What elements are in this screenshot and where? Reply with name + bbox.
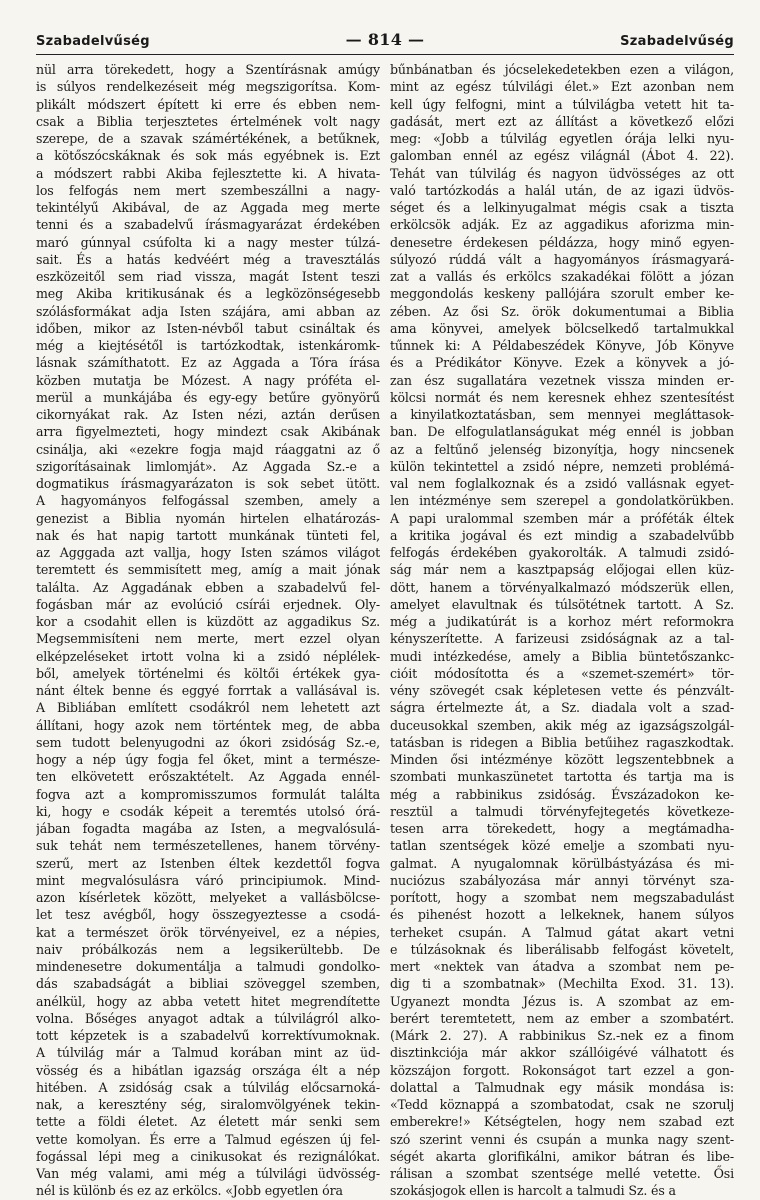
text-line: ságra értelmezte át, a Sz. diadala volt a szad- [390,700,734,716]
left-column [36,61,380,1200]
text-line: mint az egész túlvilági élet.» Ezt azonban nem [390,79,734,95]
text-line: galomban ennél az egész világnál (Ábot 4. 22). [390,148,734,164]
text-line: dig ti a szombatnak» (Mechilta Exod. 31. 13). [390,976,734,992]
text-line: szerepe, de a szavak számértékének, a betűknek, [36,131,380,146]
text-line: nak és hat napig tartott munkának tünteti fel, [36,527,380,543]
right-column [390,61,734,1200]
text-line: súlyozó rúddá vált a hagyományos írásmagyará- [390,251,734,267]
text-line: mindenesetre dokumentálja a talmudi gondolko- [36,959,380,974]
text-line: ségét akarta glorifikálni, amikor bátran és libe- [390,1148,734,1164]
text-line: kell úgy felfogni, mint a túlvilágba vetett hit ta- [390,96,734,112]
text-line: gadását, mert ezt az állítást a következő előzi [390,113,734,129]
text-line: denesetre érdekesen példázza, hogy minő egyen- [390,234,734,250]
text-line: kat a természet örök törvényeivel, ez a népies, [36,924,380,940]
text-line: dolattal a Talmudnak egy másik mondása is: [390,1079,734,1095]
text-line: volna. Bőséges anyagot adtak a túlvilágról alko- [36,1010,380,1026]
text-line: len intézménye sem szerepel a gondolatkörükben. [390,493,734,509]
text-line: kor a csodahit ellen is küzdött az aggadikus Sz. [36,614,380,629]
text-line: dött, hanem a törvényalkalmazó módszerük ellen, [390,579,734,595]
running-header [36,28,734,55]
text-line: porított, hogy a szombat nem megszabadulást [390,890,734,905]
text-line: (Márk 2. 27). A rabbinikus Sz.-nek ez a finom [390,1028,734,1043]
text-line: nül arra törekedett, hogy a Szentírásnak amúgy [36,62,380,77]
text-line: tette a földi életet. Az életett már senki sem [36,1114,380,1130]
text-line: A papi uralommal szemben már a próféták éltek [390,510,734,526]
text-line: a kötőszócskáknak és sok más egyébnek is. Ezt [36,148,380,164]
text-line: ság már nem a kasztpapság előjogai ellen küz- [390,562,734,578]
text-line: erkölcsök adják. Ez az aggadikus aforizma min- [390,217,734,233]
text-line: és pihenést hozott a lelkeknek, hanem súlyos [390,907,734,923]
text-line: azon kísérletek között, melyeket a vallásbölcse- [36,890,380,905]
text-line: és a Prédikátor Könyve. Ezek a könyvek a jó- [390,355,734,371]
text-line: fogással lépi meg a cinikusokat és rezignálókat. [36,1148,380,1164]
text-line: anélkül, hogy az abba vetett hitet megrendítette [36,993,380,1009]
text-line: közszájon forgott. Rokonságot tart ezzel a gon- [390,1062,734,1078]
text-line: «Tedd köznappá a szombatodat, csak ne szorulj [390,1097,734,1112]
text-line: kölcsi normát és nem keresnek ehhez szentesítést [390,389,734,405]
text-line: szokásjogok ellen is harcolt a talmudi Sz. és a [390,1183,676,1199]
text-line: séget és a lelkinyugalmat mégis csak a tiszta [390,200,734,215]
text-line: let tesz avégből, hogy összegyeztesse a csodá- [36,907,380,923]
text-line: szó szerint venni és csupán a munka nagy szent- [390,1131,734,1147]
text-line: vény szövegét csak képletesen vette és pénzvált- [390,683,734,698]
text-line: kényszerítette. A farizeusi zsidóságnak az a tal- [390,631,734,647]
text-line: hogy a nép úgy fogja fel őket, mint a természe- [36,752,380,767]
text-line: nánt éltek benne és eggyé forrtak a vallásával is. [36,683,380,698]
text-line: bűnbánatban és jócselekedetekben ezen a világon, [390,62,734,77]
text-line: a módszert rabbi Akiba fejlesztette ki. A hivata- [36,165,380,181]
text-line: csak a Biblia terjesztetes értelmének volt nagy [36,113,380,129]
text-line: jában fogadta magába az Isten, a megvalósulá- [36,821,380,836]
text-line: A hagyományos felfogással szemben, amely a [36,493,380,509]
header-title-left: Szabadelvűség [36,34,150,49]
text-line: genezist a Biblia nyomán hirtelen elhatározás- [36,510,380,526]
text-line: Minden ősi intézménye között legszentebbnek a [390,752,734,767]
text-line: ban. De elfogulatlanságukat még ennél is jobban [390,424,734,440]
text-line: még a rabbinikus zsidóság. Évszázadokon ke- [390,786,734,802]
text-line: sem tudott belenyugodni az ókori zsidóság Sz.-e, [36,734,380,750]
text-line: is súlyos rendelkezéseit még megszigorítsa. Kom- [36,79,380,95]
text-line: tekintélyű Akibával, de az Aggada meg merte [36,200,380,215]
header-title-right: Szabadelvűség [620,34,734,49]
text-line: még a judikatúrát is a korhoz mért reformokra [390,614,734,629]
text-line: tenni és a szabadelvű írásmagyarázat érdekében [36,217,380,233]
text-line: meggondolás keskeny pallójára szorult ember ke- [390,286,734,302]
text-line: szerű, mert az Istenben éltek kezdettől fogva [36,855,380,871]
text-line: mudi intézkedése, amely a Biblia büntetőszankc- [390,648,734,664]
text-line: elképzeléseket irtott volna ki a zsidó néplélek- [36,648,380,664]
text-line: rálisan a szombat szentsége mellé vetette. Ősi [390,1166,734,1181]
text-line: meg Akiba kritikusának és a legközönségesebb [36,286,380,302]
text-line: ama könyvei, amelyek bölcselkedő tartalmukkal [390,320,734,336]
text-line: e túlzásoknak és liberálisabb felfogást követelt, [390,941,734,957]
text-line: disztinkciója már akkor szállóigévé válhatott és [390,1045,734,1061]
text-line: vösség és a hibátlan igazság országa élt a nép [36,1062,380,1078]
text-line: a kritika jogával és ezt mindig a szabadelvűbb [390,527,734,543]
text-line: Megsemmisíteni nem merte, mert ezzel olyan [36,631,380,647]
text-line: merül a munkájába és egy-egy betűre gyönyörű [36,389,380,405]
text-line: terheket csupán. A Talmud gátat akart vetni [390,924,734,940]
text-line: maró gúnnyal csúfolta ki a nagy mester túlzá- [36,234,380,250]
text-line: meg: «Jobb a túlvilág egyetlen órája lelki nyu- [390,131,734,146]
text-line: resztül a talmudi törvényfejtegetés következe- [390,803,734,819]
text-line: az Agggada azt vallja, hogy Isten számos világot [36,545,380,560]
text-line: teremtett és semmisített meg, amíg a mait jónak [36,562,380,578]
text-line: Van még valami, ami még a túlvilági üdvösség- [36,1166,380,1181]
text-line: dogmatikus írásmagyarázaton is sok sebet ütött. [36,476,380,491]
text-line: fogva azt a kompromisszumos formulát találta [36,786,380,802]
text-line: sait. És a hatás kedvéért még a travesztálás [36,251,380,267]
text-line: a kinyilatkoztatásban, sem mennyei megláttasok- [390,407,734,422]
text-line: nuciózus szabályozása már annyi törvényt sza- [390,872,734,888]
text-columns [36,61,734,1200]
text-line: cióit módosította és a «szemet-szemért» tör- [390,665,734,681]
text-line: szombati munkaszünetet tartotta és tartja ma is [390,769,734,785]
text-line: még a kiejtésétől is tartózkodtak, istenkáromk- [36,338,380,353]
text-line: eszközeitől sem riad vissza, magát Istent teszi [36,269,380,284]
text-line: plikált módszert épített ki erre és ebben nem- [36,96,380,112]
text-line: találta. Az Aggadának ebben a szabadelvű fel- [36,579,380,595]
text-line: cikornyákat rak. Az Isten nézi, aztán derűsen [36,407,380,422]
text-line: A Bibliában említett csodákról nem lehetett azt [36,700,380,716]
text-line: zében. Az ősi Sz. örök dokumentumai a Biblia [390,303,734,319]
text-line: nak, a keresztény ség, siralomvölgyének tekin- [36,1097,380,1112]
text-line: A túlvilág már a Talmud korában mint az üd- [36,1045,380,1061]
text-line: emberekre!» Kétségtelen, hogy nem szabad ezt [390,1114,734,1130]
text-line: fogásban már az evolúció csírái erjednek. Oly- [36,596,380,612]
text-line: külön tekintettel a zsidó népre, nemzeti problémá- [390,458,734,474]
text-line: berért teremtetett, nem az ember a szombatért. [390,1010,734,1026]
text-line: suk tehát nem természetellenes, hanem törvény- [36,838,380,854]
text-line: való tartózkodás a halál után, de az igazi üdvös- [390,182,734,198]
text-line: tatásban is ridegen a Biblia betűihez ragaszkodtak. [390,734,734,750]
text-line: csinálja, aki «ezekre fogja majd ráaggatni az ő [36,441,380,457]
text-line: arra figyelmezteti, hogy mindezt csak Akibának [36,424,380,440]
text-line: közben mutatja be Mózest. A nagy próféta el- [36,372,380,388]
text-line: tatlan szentségek közé emelje a szombati nyu- [390,838,734,854]
text-line: zan ész sugallatára vezetnek vissza minden er- [390,372,734,388]
text-line: hitében. A zsidóság csak a túlvilág előcsarnoká- [36,1079,380,1095]
text-line: val nem foglalkoznak és a zsidó vallásnak egyet- [390,476,734,491]
text-line: időben, mikor az Isten-névből tabut csináltak és [36,320,380,336]
text-line: tűnnek ki: A Példabeszédek Könyve, Jób Könyve [390,338,734,353]
text-line: dás szabadságát a bibliai szöveggel szemben, [36,976,380,992]
text-line: galmat. A nyugalomnak körülbástyázása és mi- [390,855,734,871]
text-line: amelyet elavultnak és túlsötétnek tartott. A Sz. [390,596,734,612]
text-line: lásnak számíthatott. Ez az Aggada a Tóra írása [36,355,380,371]
text-line: ből, amelyek történelmi és költői értékek gya- [36,665,380,681]
text-line: ten elkövetett erőszaktételt. Az Aggada ennél- [36,769,380,785]
text-line: felfogás érdekében gyakorolták. A talmudi zsidó- [390,545,734,560]
text-line: Tehát van túlvilág és nagyon üdvösséges az ott [390,165,734,181]
text-line: ki, hogy e csodák képeit a teremtés utolsó órá- [36,803,380,819]
text-line: duceusokkal szemben, akik még az igazságszolgál- [390,717,734,733]
text-line: naiv próbálkozás nem a legsikerültebb. De [36,941,380,957]
text-line: az a feltűnő jelenség bizonyítja, hogy nincsenek [390,441,734,457]
text-line: szólásformákat adja Isten szájára, ami abban az [36,303,380,319]
text-line: nél is különb és ez az erkölcs. «Jobb egyetlen óra [36,1183,343,1199]
text-line: vette komolyan. És erre a Talmud egészen új fel- [36,1131,380,1147]
text-line: los felfogás nem mert szembeszállni a nagy- [36,182,380,198]
text-line: Ugyanezt mondta Jézus is. A szombat az em- [390,993,734,1009]
text-line: zat a vallás és erkölcs szakadékai fölött a józan [390,269,734,284]
text-line: tott képzetek is a szabadelvű korrektívumoknak. [36,1028,380,1043]
page-number: — 814 — [345,30,425,49]
text-line: mert «nektek van átadva a szombat nem pe- [390,959,734,974]
text-line: állítani, hogy azok nem történtek meg, de abba [36,717,380,733]
text-line: szigorításainak limlomját». Az Aggada Sz.-e a [36,458,380,474]
text-line: tesen arra törekedett, hogy a megtámadha- [390,821,734,836]
text-line: mint megvalósulásra váró principiumok. Mind- [36,872,380,888]
